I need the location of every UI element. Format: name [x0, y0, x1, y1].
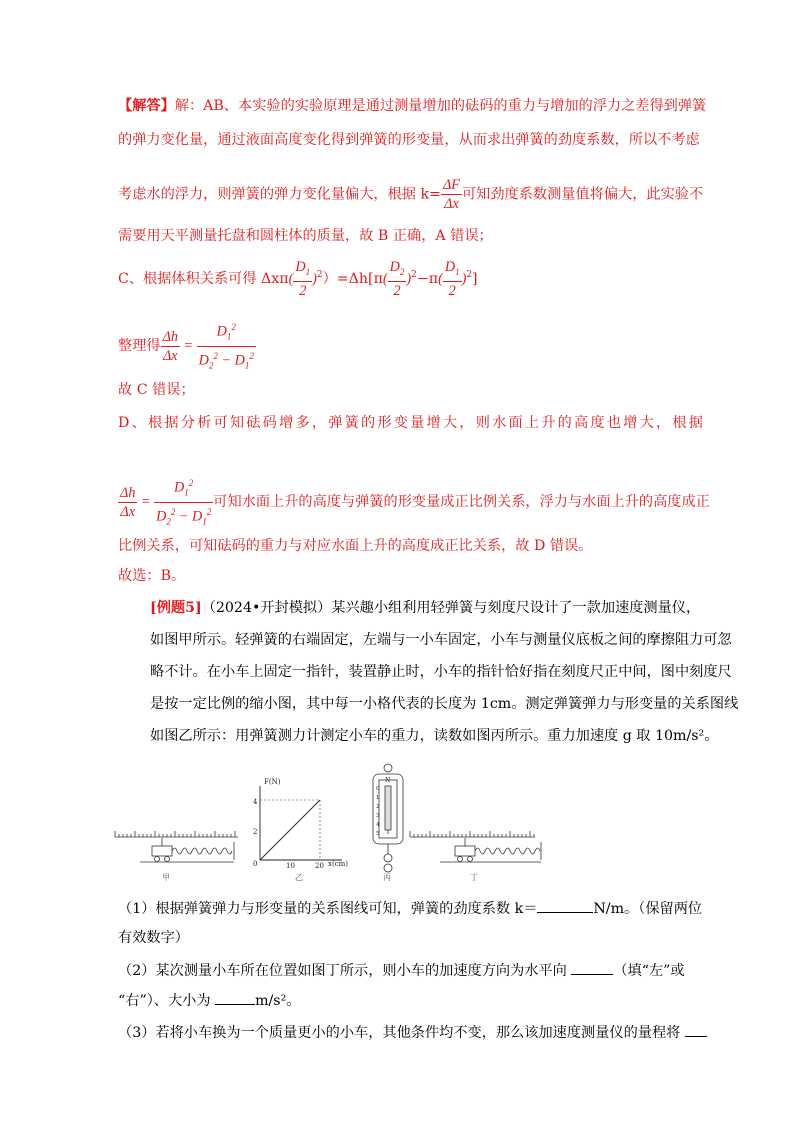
example-line-3: 略不计。在小车上固定一指针，装置静止时，小车的指针恰好指在刻度尺正中间，图中刻度尺 [150, 664, 732, 680]
solution-c-conclusion: 故 C 错误； [118, 382, 195, 398]
y-tick-4: 4 [253, 798, 258, 806]
scale-tick-label: 3 [376, 813, 380, 819]
solution-answer: 故选：B。 [118, 568, 186, 584]
force-line [260, 800, 320, 860]
solution-c-equation: C、根据体积关系可得 Δxπ( $\frac{D_1}{2}$ )$^2$）=Δh[π( $\frac{D_2}{2}$ )$^2$−π( $\frac{D_1}{2}$ )$^2$] [118, 259, 478, 299]
example-line-5: 如图乙所示：用弹簧测力计测定小车的重力，读数如图丙所示。重力加速度 g 取 10m/s²。 [150, 728, 719, 744]
solution-d-line-3: 比例关系，可知砝码的重力与对应水面上升的高度成正比关系，故 D 错误。 [118, 538, 593, 554]
solution-d-line-2: $\frac{\Delta h}{\Delta x}$ = $\frac{D_1^2}{D_2^2 - D_1^2}$ 可知水面上升的高度与弹簧的形变量成正比例关系，浮力与水面上升的高度成正 [118, 474, 710, 530]
x-axis-label: x(cm) [328, 860, 348, 868]
x-tick-20: 20 [315, 862, 324, 870]
example-tag: [例题5] [150, 600, 202, 616]
example-line-2: 如图甲所示。轻弹簧的右端固定，左端与一小车固定，小车与测量仪底板之间的摩擦阻力可忽 [150, 632, 732, 648]
solution-line-1: 【解答】解：AB、本实验的实验原理是通过测量增加的砝码的重力与增加的浮力之差得到弹簧 [118, 98, 707, 114]
example-line-4: 是按一定比例的缩小图，其中每一小格代表的长度为 1cm。测定弹簧弹力与形变量的关系图线 [150, 696, 739, 712]
scale-tick-label: 1 [376, 795, 380, 801]
answer-blank-direction[interactable] [571, 960, 613, 975]
x-tick-10: 10 [286, 862, 295, 870]
experiment-figure [110, 762, 560, 886]
y-axis-label: F(N) [264, 778, 281, 786]
example-line-1: [例题5]（2024•开封模拟）某兴趣小组利用轻弹簧与刻度尺设计了一款加速度测量仪， [150, 600, 701, 616]
scale-tick-label: 2 [376, 804, 380, 810]
question-2-line-2: “右”）、大小为 m/s²。 [118, 990, 300, 1011]
label-yi: 乙 [295, 873, 303, 882]
question-3: （3）若将小车换为一个质量更小的小车，其他条件均不变，那么该加速度测量仪的量程将 [118, 1022, 707, 1043]
question-2: （2）某次测量小车所在位置如图丁所示，则小车的加速度方向为水平向 （填“左”或 [118, 960, 685, 981]
figure-ding [410, 831, 541, 862]
origin-label: 0 [253, 860, 258, 868]
label-ding: 丁 [470, 873, 478, 882]
solution-d-line-1: D、根据分析可知砝码增多，弹簧的形变量增大，则水面上升的高度也增大，根据 [118, 415, 706, 431]
label-jia: 甲 [162, 873, 170, 882]
figure-jia [115, 831, 238, 862]
solution-zhengli: 整理得 $\frac{\Delta h}{\Delta x}$ = $\frac{D_1^2}{D_2^2 - D_1^2}$ [118, 318, 256, 374]
scale-tick-label: 4 [376, 822, 380, 828]
k-fraction: $\frac{\Delta F}{\Delta x}$ [442, 177, 460, 212]
solution-line-2: 的弹力变化量，通过液面高度变化得到弹簧的形变量，从而求出弹簧的劲度系数，所以不考虑 [118, 132, 700, 148]
label-bing: 丙 [383, 873, 391, 882]
y-tick-2: 2 [253, 828, 258, 836]
scale-tick-label: 5 [376, 831, 380, 837]
answer-blank-k[interactable] [537, 898, 593, 913]
solution-line-4: 需要用天平测量托盘和圆柱体的质量，故 B 正确，A 错误； [118, 228, 493, 244]
answer-blank-magnitude[interactable] [215, 990, 255, 1005]
question-1: （1）根据弹簧弹力与形变量的关系图线可知，弹簧的劲度系数 k＝ N/m。（保留两位 [118, 898, 702, 919]
solution-line-3: 考虑水的浮力，则弹簧的弹力变化量偏大，根据 k= $\frac{\Delta F}{\Delta x}$ 可知劲度系数测量值将偏大，此实验不 [118, 177, 704, 212]
figure-yi-chart [253, 778, 348, 870]
scale-unit: N [385, 777, 391, 784]
question-1-line-2: 有效数字） [118, 930, 189, 946]
solution-heading: 【解答】 [118, 98, 175, 114]
answer-blank-range[interactable] [685, 1022, 707, 1037]
scale-tick-label: 0 [376, 786, 380, 792]
ruler-ticks-jia [115, 831, 235, 837]
